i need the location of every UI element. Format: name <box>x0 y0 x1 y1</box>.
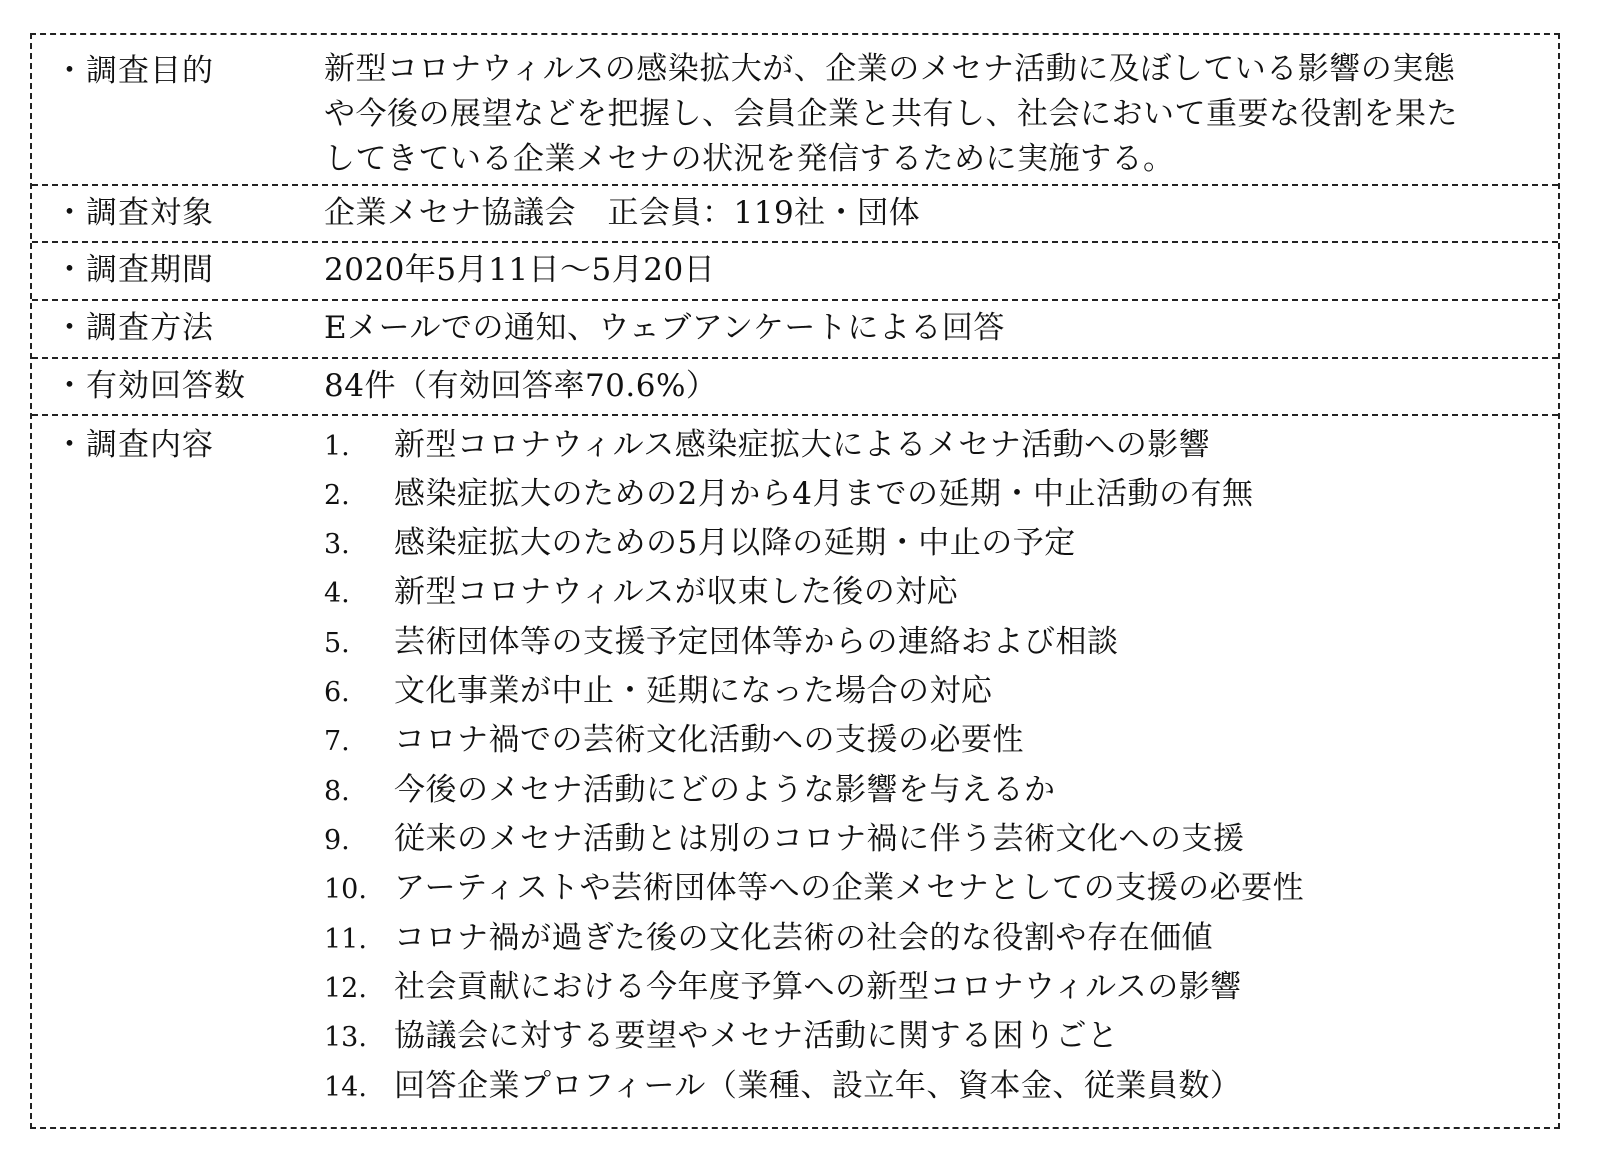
purpose-line-3: してきている企業メセナの状況を発信するために実施する。 <box>324 141 1175 177</box>
contents-item <box>324 965 1242 1011</box>
item-text: 感染症拡大のための2月から4月までの延期・中止活動の有無 <box>394 476 1254 512</box>
item-number: 7. <box>324 726 350 757</box>
item-number: 4. <box>324 578 350 609</box>
item-number: 2. <box>324 480 350 511</box>
contents-item <box>324 718 1024 764</box>
row-responses <box>32 357 1558 414</box>
contents-item <box>324 866 1304 912</box>
item-number: 9. <box>324 825 350 856</box>
item-text: コロナ禍での芸術文化活動への支援の必要性 <box>394 722 1024 758</box>
contents-label: ・調査内容 <box>54 427 214 463</box>
item-text: 新型コロナウィルスが収束した後の対応 <box>394 574 959 610</box>
item-text: アーティストや芸術団体等への企業メセナとしての支援の必要性 <box>394 870 1305 906</box>
row-period <box>32 241 1558 299</box>
responses-value: 84件（有効回答率70.6%） <box>324 368 718 404</box>
item-number: 13. <box>324 1022 367 1053</box>
row-target <box>32 184 1558 241</box>
item-text: コロナ禍が過ぎた後の文化芸術の社会的な役割や存在価値 <box>394 920 1213 956</box>
item-text: 社会貢献における今年度予算への新型コロナウィルスの影響 <box>394 969 1242 1005</box>
method-label: ・調査方法 <box>54 310 214 346</box>
row-contents <box>32 414 1558 1127</box>
period-value: 2020年5月11日～5月20日 <box>324 252 716 288</box>
item-number: 5. <box>324 628 350 659</box>
contents-item <box>324 570 958 616</box>
purpose-value <box>324 47 1534 182</box>
item-text: 感染症拡大のための5月以降の延期・中止の予定 <box>394 525 1076 561</box>
item-text: 新型コロナウィルス感染症拡大によるメセナ活動への影響 <box>394 427 1211 463</box>
contents-item <box>324 620 1119 666</box>
period-label: ・調査期間 <box>54 252 214 288</box>
item-number: 10. <box>324 874 367 905</box>
purpose-line-1: 新型コロナウィルスの感染拡大が、企業のメセナ活動に及ぼしている影響の実態 <box>324 51 1456 87</box>
contents-item <box>324 768 1056 814</box>
purpose-line-2: や今後の展望などを把握し、会員企業と共有し、社会において重要な役割を果た <box>324 96 1458 132</box>
item-number: 11. <box>324 924 367 955</box>
target-value: 企業メセナ協議会 正会員：119社・団体 <box>324 195 921 231</box>
contents-item <box>324 472 1253 518</box>
item-number: 3. <box>324 529 350 560</box>
item-text: 文化事業が中止・延期になった場合の対応 <box>394 673 993 709</box>
responses-label: ・有効回答数 <box>54 368 246 404</box>
contents-item <box>324 916 1213 962</box>
contents-item <box>324 423 1210 469</box>
contents-item <box>324 521 1076 567</box>
target-label: ・調査対象 <box>54 195 214 231</box>
contents-item <box>324 669 993 715</box>
item-text: 芸術団体等の支援予定団体等からの連絡および相談 <box>394 624 1119 660</box>
purpose-label: ・調査目的 <box>54 53 214 89</box>
item-number: 14. <box>324 1072 367 1103</box>
item-number: 1. <box>324 431 350 462</box>
item-number: 6. <box>324 677 350 708</box>
item-text: 回答企業プロフィール（業種、設立年、資本金、従業員数） <box>394 1068 1242 1104</box>
contents-item <box>324 1064 1241 1110</box>
contents-item <box>324 817 1245 863</box>
row-method <box>32 299 1558 357</box>
item-number: 12. <box>324 973 367 1004</box>
item-text: 協議会に対する要望やメセナ活動に関する困りごと <box>394 1018 1119 1054</box>
row-purpose <box>32 35 1558 184</box>
method-value: Eメールでの通知、ウェブアンケートによる回答 <box>324 310 1005 346</box>
item-text: 従来のメセナ活動とは別のコロナ禍に伴う芸術文化への支援 <box>394 821 1245 857</box>
survey-overview-table <box>30 33 1560 1129</box>
contents-item <box>324 1014 1119 1060</box>
item-number: 8. <box>324 776 350 807</box>
item-text: 今後のメセナ活動にどのような影響を与えるか <box>394 772 1056 808</box>
